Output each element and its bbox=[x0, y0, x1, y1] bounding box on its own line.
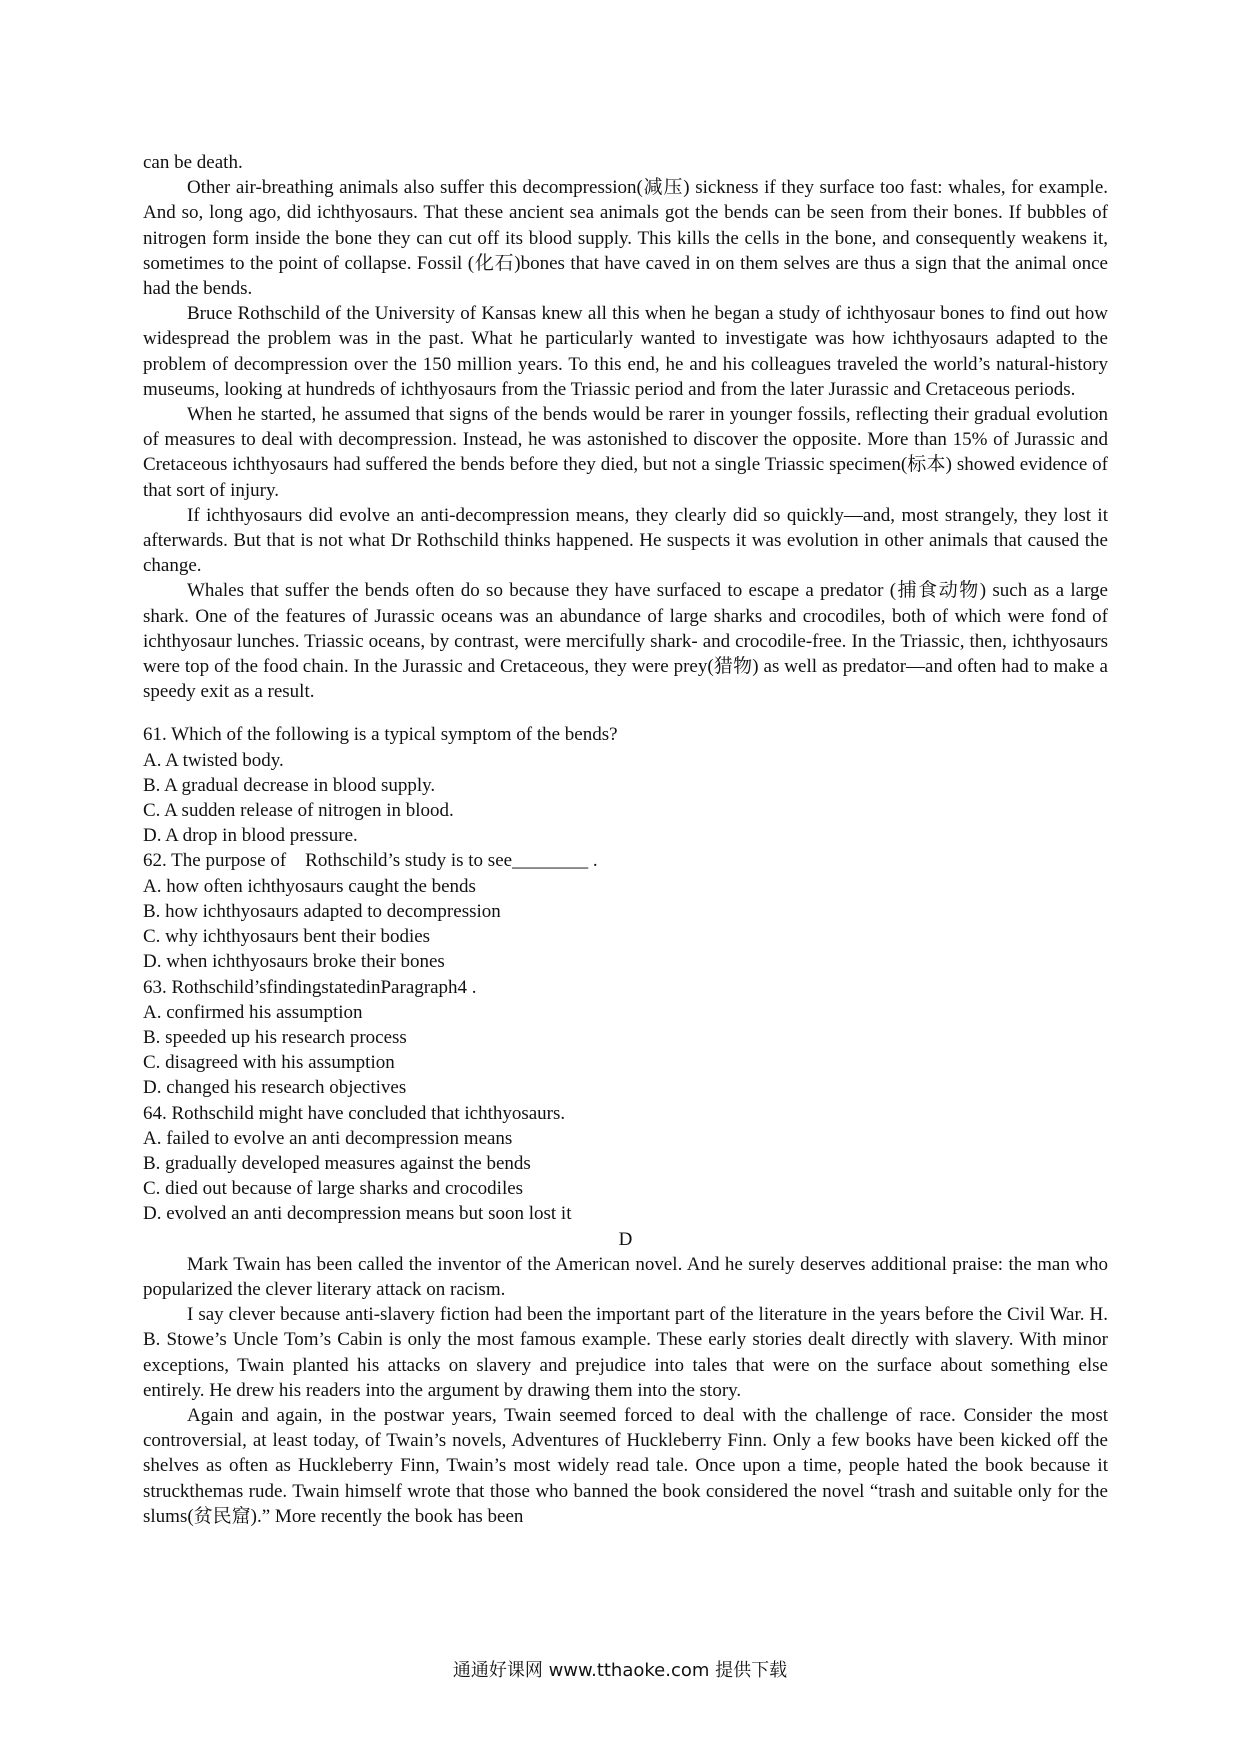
question-stem: 62. The purpose of Rothschild’s study is to see________ . bbox=[143, 850, 598, 872]
option-c: C. A sudden release of nitrogen in blood. bbox=[143, 800, 454, 822]
option-c: C. died out because of large sharks and crocodiles bbox=[143, 1178, 524, 1200]
paragraph: can be death. bbox=[143, 152, 243, 173]
paragraph: Bruce Rothschild of the University of Kansas knew all this when he began a study of ichthyosaur bones to find out how widespread the problem was in the past. What he particularly wanted to investigate was how ichthyosaurs adapted to the problem of decompression over the 150 million years. To this end, he and his colleagues traveled the world’s natural-history museums, looking at hundreds of ichthyosaurs from the Triassic period and from the later Jurassic and Cretaceous periods. bbox=[143, 303, 1108, 400]
option-a: A. failed to evolve an anti decompression means bbox=[143, 1127, 513, 1149]
section-heading: D bbox=[618, 1228, 633, 1250]
option-c: C. why ichthyosaurs bent their bodies bbox=[143, 926, 431, 948]
document-page bbox=[143, 150, 1108, 1529]
spacer bbox=[143, 704, 1108, 722]
paragraph: If ichthyosaurs did evolve an anti-decompression means, they clearly did so quickly—and, most strangely, they lost it afterwards. But that is not what Dr Rothschild thinks happened. He suspects it was evolution in other animals that caused the change. bbox=[143, 504, 1108, 577]
paragraph: Again and again, in the postwar years, Twain seemed forced to deal with the challenge of race. Consider the most controversial, at least today, of Twain’s novels, Adventures of Huckleberry Finn. Only a few books have been kicked off the shelves as often as Huckleberry Finn, Twain’s most widely read tale. Once upon a time, people hated the book because it struckthemas rude. Twain himself wrote that those who banned the book considered the novel “trash and suitable only for the slums(贫民窟).” More recently the book has been bbox=[143, 1404, 1108, 1527]
option-b: B. how ichthyosaurs adapted to decompression bbox=[143, 900, 501, 922]
question-stem: 64. Rothschild might have concluded that ichthyosaurs. bbox=[143, 1102, 566, 1124]
question-62 bbox=[143, 848, 1108, 974]
question-63 bbox=[143, 975, 1108, 1101]
question-64 bbox=[143, 1101, 1108, 1227]
option-d: D. evolved an anti decompression means but soon lost it bbox=[143, 1203, 572, 1225]
option-a: A. confirmed his assumption bbox=[143, 1001, 363, 1023]
option-b: B. A gradual decrease in blood supply. bbox=[143, 774, 436, 796]
option-d: D. changed his research objectives bbox=[143, 1077, 407, 1099]
option-b: B. speeded up his research process bbox=[143, 1026, 407, 1048]
paragraph: Whales that suffer the bends often do so because they have surfaced to escape a predator (捕食动物) such as a large shark. One of the features of Jurassic oceans was an abundance of large sharks and crocodiles, both of which were fond of ichthyosaur lunches. Triassic oceans, by contrast, were mercifully shark- and crocodile-free. In the Triassic, then, ichthyosaurs were top of the food chain. In the Jurassic and Cretaceous, they were prey(猎物) as well as predator—and often had to make a speedy exit as a result. bbox=[143, 580, 1108, 703]
option-c: C. disagreed with his assumption bbox=[143, 1052, 395, 1074]
paragraph: When he started, he assumed that signs of the bends would be rarer in younger fossils, reflecting their gradual evolution of measures to deal with decompression. Instead, he was astonished to discover the opposite. More than 15% of Jurassic and Cretaceous ichthyosaurs had suffered the bends before they died, but not a single Triassic specimen(标本) showed evidence of that sort of injury. bbox=[143, 404, 1108, 501]
question-61 bbox=[143, 722, 1108, 848]
question-stem: 63. Rothschild’sfindingstatedinParagraph4 . bbox=[143, 976, 477, 998]
paragraph: Mark Twain has been called the inventor of the American novel. And he surely deserves additional praise: the man who popularized the clever literary attack on racism. bbox=[143, 1253, 1108, 1300]
option-b: B. gradually developed measures against the bends bbox=[143, 1152, 531, 1174]
option-d: D. when ichthyosaurs broke their bones bbox=[143, 951, 445, 973]
paragraph: I say clever because anti-slavery fiction had been the important part of the literature in the years before the Civil War. H. B. Stowe’s Uncle Tom’s Cabin is only the most famous example. These early stories dealt directly with slavery. With minor exceptions, Twain planted his attacks on slavery and prejudice into tales that were on the surface about something else entirely. He drew his readers into the argument by drawing them into the story. bbox=[143, 1304, 1108, 1401]
page-footer: 通通好课网 www.tthaoke.com 提供下载 bbox=[452, 1660, 788, 1681]
paragraph: Other air-breathing animals also suffer this decompression(减压) sickness if they surface too fast: whales, for example. And so, long ago, did ichthyosaurs. That these ancient sea animals got the bends can be seen from their bones. If bubbles of nitrogen form inside the bone they can cut off its blood supply. This kills the cells in the bone, and consequently weakens it, sometimes to the point of collapse. Fossil (化石)bones that have caved in on them selves are thus a sign that the animal once had the bends. bbox=[143, 177, 1108, 300]
option-d: D. A drop in blood pressure. bbox=[143, 825, 358, 847]
option-a: A. A twisted body. bbox=[143, 749, 284, 771]
option-a: A. how often ichthyosaurs caught the bends bbox=[143, 875, 476, 897]
question-stem: 61. Which of the following is a typical symptom of the bends? bbox=[143, 724, 618, 746]
